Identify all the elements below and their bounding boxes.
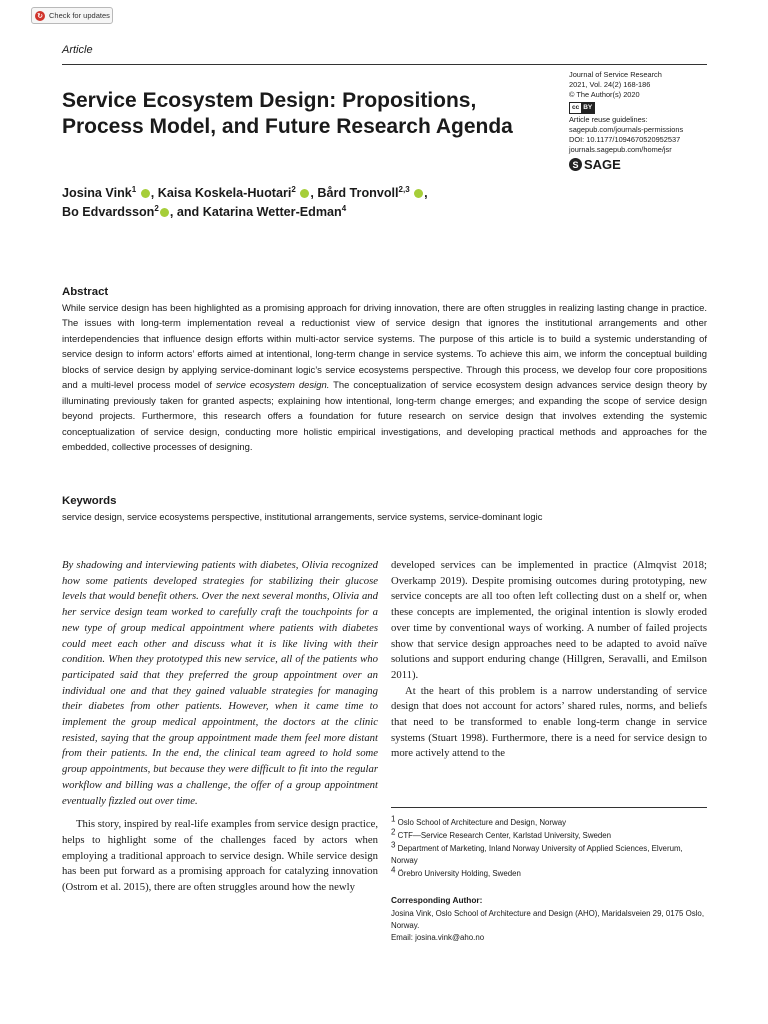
check-for-updates-badge[interactable] (31, 7, 113, 24)
author-name: Kaisa Koskela-Huotari (157, 186, 292, 200)
journal-volume: 2021, Vol. 24(2) 168-186 (569, 80, 651, 90)
body-column-left (62, 558, 378, 896)
corresponding-author-address: Josina Vink, Oslo School of Architecture and Design (AHO), Maridalsveien 29, 0175 Oslo, Norway. (391, 909, 705, 930)
cc-by-license-icon (569, 102, 595, 114)
orcid-icon[interactable] (300, 189, 309, 198)
author: Kaisa Koskela-Huotari$^2$ , (157, 184, 318, 200)
body-paragraph: This story, inspired by real-life examples from service design practice, helps to highlight some of the challenges faced by actors when employing a traditional approach to service design. While service design has been put forward as a promising approach for catalyzing innovation (Ostrom et al. 2015), there are often struggles around how the newly (62, 818, 378, 894)
footnote: $^1$ Oslo School of Architecture and Design, Norway (391, 814, 567, 827)
orcid-icon[interactable] (141, 189, 150, 198)
keywords-heading: Keywords (62, 495, 117, 507)
body-paragraph: developed services can be implemented in practice (Almqvist 2018; Overkamp 2019). Despite promising outcomes during prototyping, new service concepts are all too often left collecting dust on a shelf or, when these concepts are implemented, the original intention is slowly eroded over time by conventional ways of working. A number of failed projects show that service design approaches need to be adapted to avoid naïve solutions and support enduring change (Hillgren, Seravalli, and Emilson 2011). (391, 559, 707, 681)
corresponding-author-details (391, 908, 707, 944)
abstract-heading: Abstract (62, 286, 109, 298)
footnote-divider (391, 807, 707, 808)
article-title: Service Ecosystem Design: Propositions, Process Model, and Future Research Agenda (62, 89, 513, 138)
author-affiliation: 2 (154, 203, 159, 213)
corresponding-author-heading: Corresponding Author: (391, 895, 483, 905)
author-list (62, 184, 562, 222)
author-name: Josina Vink (62, 186, 132, 200)
author-name: Katarina Wetter-Edman (202, 205, 342, 219)
publisher-logo (569, 158, 719, 171)
author-name: Bo Edvardsson (62, 205, 155, 219)
journal-name: Journal of Service Research (569, 70, 662, 79)
author-affiliation: 2,3 (398, 184, 410, 194)
journal-copyright: © The Author(s) 2020 (569, 90, 640, 100)
orcid-icon[interactable] (414, 189, 423, 198)
abstract-text: While service design has been highlighted as a promising approach for driving innovation, there are often struggles in realizing lasting change in practice. The issues with long-term implementation reveal a reductionist view of service design that ignores the institutional arrangements and other interdependencies that influence design efforts within multi-actor service systems. The purpose of this article is to build a systemic understanding of service design to inform actors’ efforts aimed at intentional, long-term change in service systems. To achieve this aim, we inform the conceptual building blocks of service design by applying service-dominant logic’s service ecosystems perspective. Through this process, we develop four core propositions and a multi-level process model of service ecosystem design. The conceptualization of service ecosystem design advances service design theory by illuminating previously taken for granted aspects; explaining how intentional, long-term change emerges; and expanding the scope of service design beyond projects. Furthermore, this research offers a foundation for future research on service design that involves extending the systemic conceptualization of service design, conducting more holistic empirical investigations, and developing practical methods and approaches for the embedded, collective processes of designing. (62, 303, 707, 454)
affiliation-footnotes (391, 814, 707, 881)
footnote: $^3$ Department of Marketing, Inland Norway University of Applied Sciences, Elverum, Norway (391, 840, 683, 865)
sage-logo-icon: S (569, 158, 582, 171)
author: Bo Edvardsson$^2$ , and (62, 203, 203, 219)
check-for-updates-label: Check for updates (49, 11, 110, 20)
publisher-name: SAGE (584, 156, 621, 172)
footnote: $^4$ Örebro University Holding, Sweden (391, 865, 521, 879)
reuse-guidelines-label: Article reuse guidelines: (569, 114, 648, 124)
body-paragraph: At the heart of this problem is a narrow understanding of service design that does not account for actors’ shared rules, norms, and beliefs that need to be transformed to enable long-term change in service systems (Stuart 1998). Furthermore, there is a need for service design to more actively attend to the (391, 684, 707, 760)
permissions-link[interactable]: sagepub.com/journals-permissions (569, 124, 684, 134)
journal-home-link[interactable]: journals.sagepub.com/home/jsr (569, 145, 672, 155)
author-affiliation: 1 (131, 184, 137, 194)
author-name: Bård Tronvoll (317, 186, 399, 200)
author: Josina Vink$^1$ , (62, 184, 158, 200)
intro-vignette: By shadowing and interviewing patients with diabetes, Olivia recognized how some patients developed strategies for stabilizing their glucose levels that would benefit others. Over the next several months, Olivia and her service design team worked to carefully craft the touchpoints for a new type of group medical appointment where patients with diabetes could meet each other and discuss what it is like living with their condition. When they prototyped this new service, all of the patients who participated said that they preferred the group appointment over an individual one and that they gained valuable strategies for managing their diabetes from other patients. However, when it came time to implement the group medical appointment, the doctors at the clinic resisted, saying that the group appointment made them feel more distant from their patients. In the end, the clinical team agreed to hold some group appointments, but because they were difficult to fit into the regular workflow and billing was a challenge, the offer of a group appointment eventually fizzled out over time. (62, 559, 378, 807)
author-affiliation: 2 (291, 184, 296, 194)
author: Bård Tronvoll$^{2,3}$ , (317, 184, 428, 200)
keywords-text: service design, service ecosystems perspective, institutional arrangements, service systems, service-dominant logic (62, 511, 543, 522)
footnote: $^2$ CTF—Service Research Center, Karlstad University, Sweden (391, 827, 612, 841)
refresh-icon: ↻ (35, 11, 45, 21)
author-affiliation: 4 (341, 203, 347, 213)
cc-label: cc (572, 103, 580, 111)
orcid-icon[interactable] (160, 208, 169, 217)
author (203, 205, 346, 219)
body-column-right (391, 558, 707, 762)
doi-text[interactable]: DOI: 10.1177/1094670520952537 (569, 135, 681, 145)
header-divider (62, 64, 707, 65)
corresponding-author-email[interactable]: Email: josina.vink@aho.no (391, 933, 485, 942)
article-type-label: Article (62, 44, 93, 56)
by-label: BY (581, 103, 594, 113)
journal-info (569, 70, 719, 171)
